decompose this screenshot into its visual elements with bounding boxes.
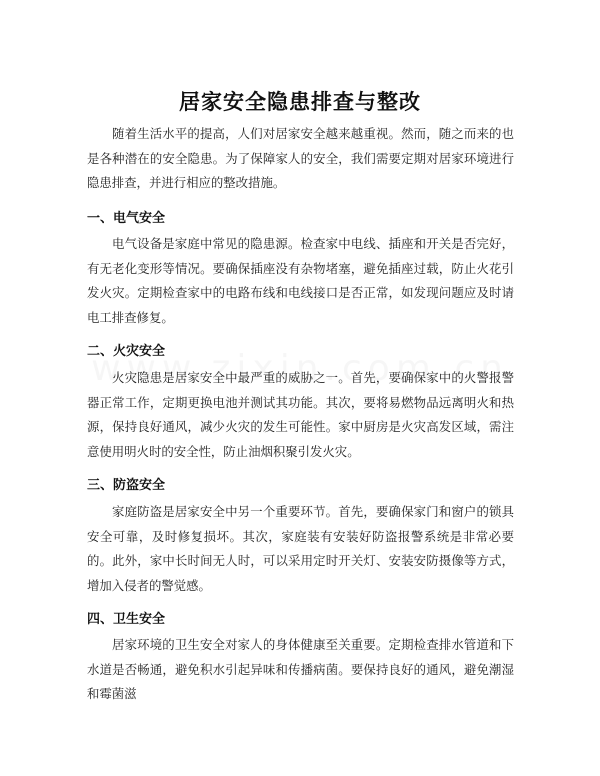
section-body-fire: 火灾隐患是居家安全中最严重的威胁之一。首先，要确保家中的火警报警器正常工作，定期更换电池并测试其功能。其次，要将易燃物品远离明火和热源，保持良好通风，减少火灾的发生可能性。家中厨房是火灾高发区域，需注意使用明火时的安全性，防止油烟积聚引发火灾。	[87, 370, 514, 459]
intro-paragraph: 随着生活水平的提高，人们对居家安全越来越重视。然而，随之而来的也是各种潜在的安全隐患。为了保障家人的安全，我们需要定期对居家环境进行隐患排查，并进行相应的整改措施。	[87, 126, 514, 190]
section-heading-electrical: 一、电气安全	[87, 211, 166, 226]
document-title: 居家安全隐患排查与整改	[179, 90, 421, 115]
section-body-hygiene: 居家环境的卫生安全对家人的身体健康至关重要。定期检查排水管道和下水道是否畅通，避免积水引起异味和传播病菌。要保持良好的通风，避免潮湿和霉菌滋	[87, 637, 514, 701]
section-body-antitheft: 家庭防盗是居家安全中另一个重要环节。首先，要确保家门和窗户的锁具安全可靠，及时修复损坏。其次，家庭装有安装好防盗报警系统是非常必要的。此外，家中长时间无人时，可以采用定时开关灯、安装安防摄像等方式，增加入侵者的警觉感。	[87, 504, 514, 593]
section-heading-fire: 二、火灾安全	[87, 344, 166, 359]
section-heading-hygiene: 四、卫生安全	[87, 612, 166, 627]
section-heading-antitheft: 三、防盗安全	[87, 478, 166, 493]
section-body-electrical: 电气设备是家庭中常见的隐患源。检查家中电线、插座和开关是否完好，有无老化变形等情况。要确保插座没有杂物堵塞，避免插座过载，防止火花引发火灾。定期检查家中的电路布线和电线接口是否正常，如发现问题应及时请电工排查修复。	[87, 236, 514, 325]
